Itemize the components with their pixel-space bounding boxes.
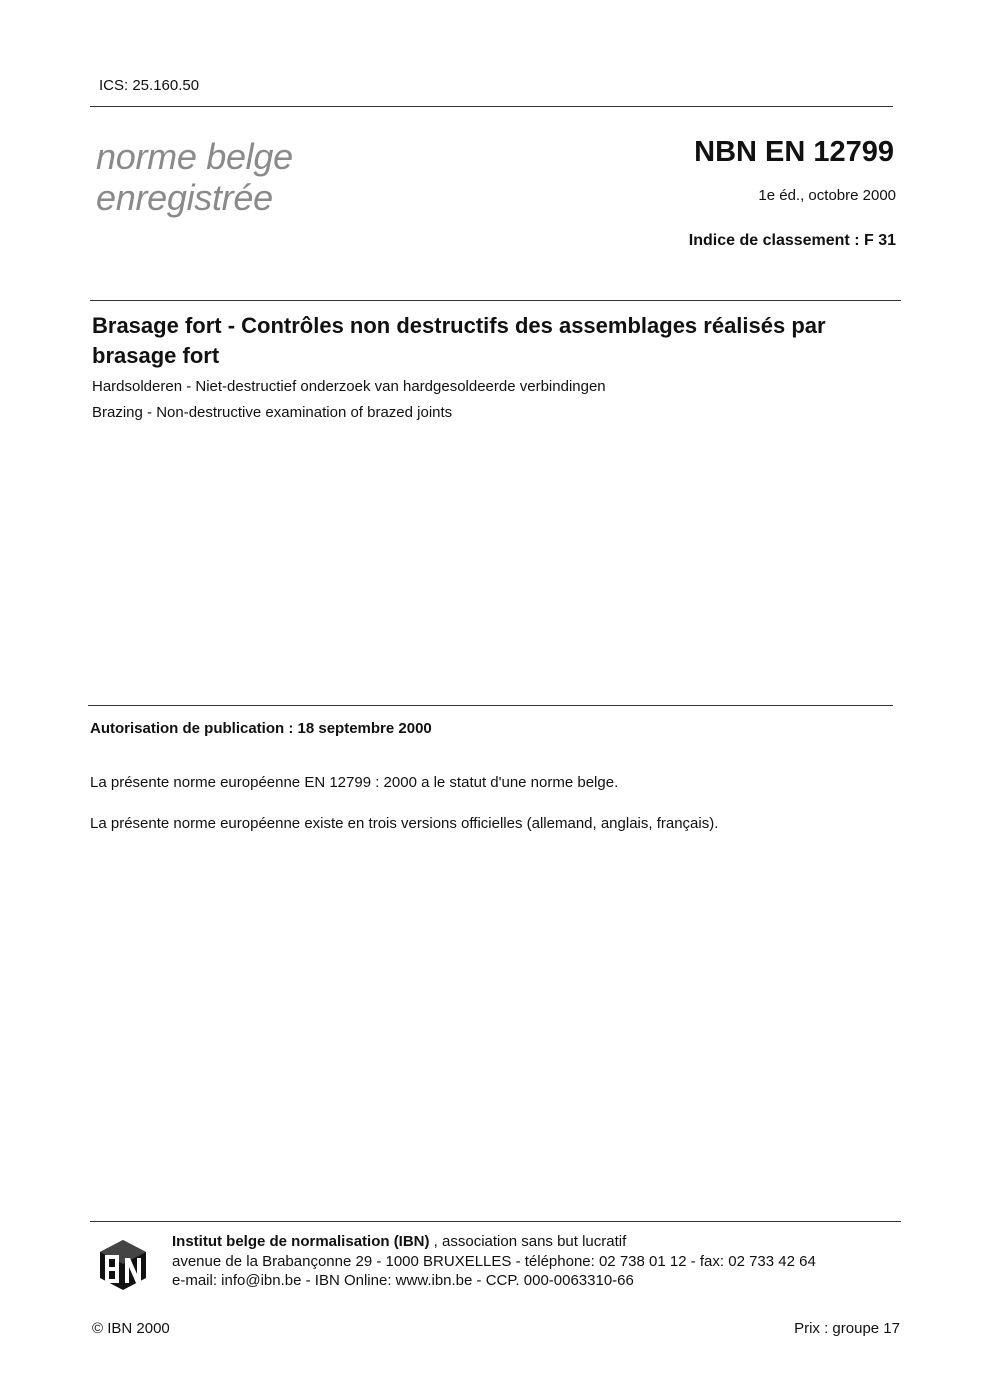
norme-line-1: norme belge [96, 136, 293, 177]
institute-name: Institut belge de normalisation (IBN) [172, 1233, 430, 1250]
norme-line-2: enregistrée [96, 177, 273, 218]
institute-line [172, 1232, 816, 1252]
norme-label [96, 136, 293, 218]
price-group: Prix : groupe 17 [794, 1320, 900, 1337]
title-divider [90, 300, 901, 301]
header-divider [90, 106, 893, 107]
versions-paragraph: La présente norme européenne existe en trois versions officielles (allemand, anglais, français). [90, 815, 719, 832]
footer-divider [90, 1221, 901, 1222]
title-english: Brazing - Non-destructive examination of brazed joints [92, 404, 453, 421]
classification-index: Indice de classement : F 31 [688, 232, 896, 249]
standard-number: NBN EN 12799 [694, 136, 894, 168]
status-paragraph: La présente norme européenne EN 12799 : 2000 a le statut d'une norme belge. [90, 774, 619, 791]
title-french: Brasage fort - Contrôles non destructifs des assemblages réalisés par brasage fort [92, 313, 826, 368]
publication-divider [88, 705, 893, 706]
institute-suffix: , association sans but lucratif [429, 1233, 627, 1250]
title-dutch: Hardsolderen - Niet-destructief onderzoek van hardgesoldeerde verbindingen [92, 378, 606, 395]
institute-info [172, 1232, 816, 1291]
copyright: © IBN 2000 [92, 1320, 170, 1337]
edition-date: 1e éd., octobre 2000 [758, 187, 896, 204]
ics-code: ICS: 25.160.50 [99, 77, 200, 94]
institute-contact: e-mail: info@ibn.be - IBN Online: www.ibn.be - CCP. 000-0063310-66 [172, 1272, 634, 1289]
publication-authorization: Autorisation de publication : 18 septembre 2000 [90, 720, 432, 737]
institute-address: avenue de la Brabançonne 29 - 1000 BRUXELLES - téléphone: 02 738 01 12 - fax: 02 733 42 64 [172, 1252, 816, 1270]
ibn-logo-icon [96, 1238, 150, 1292]
